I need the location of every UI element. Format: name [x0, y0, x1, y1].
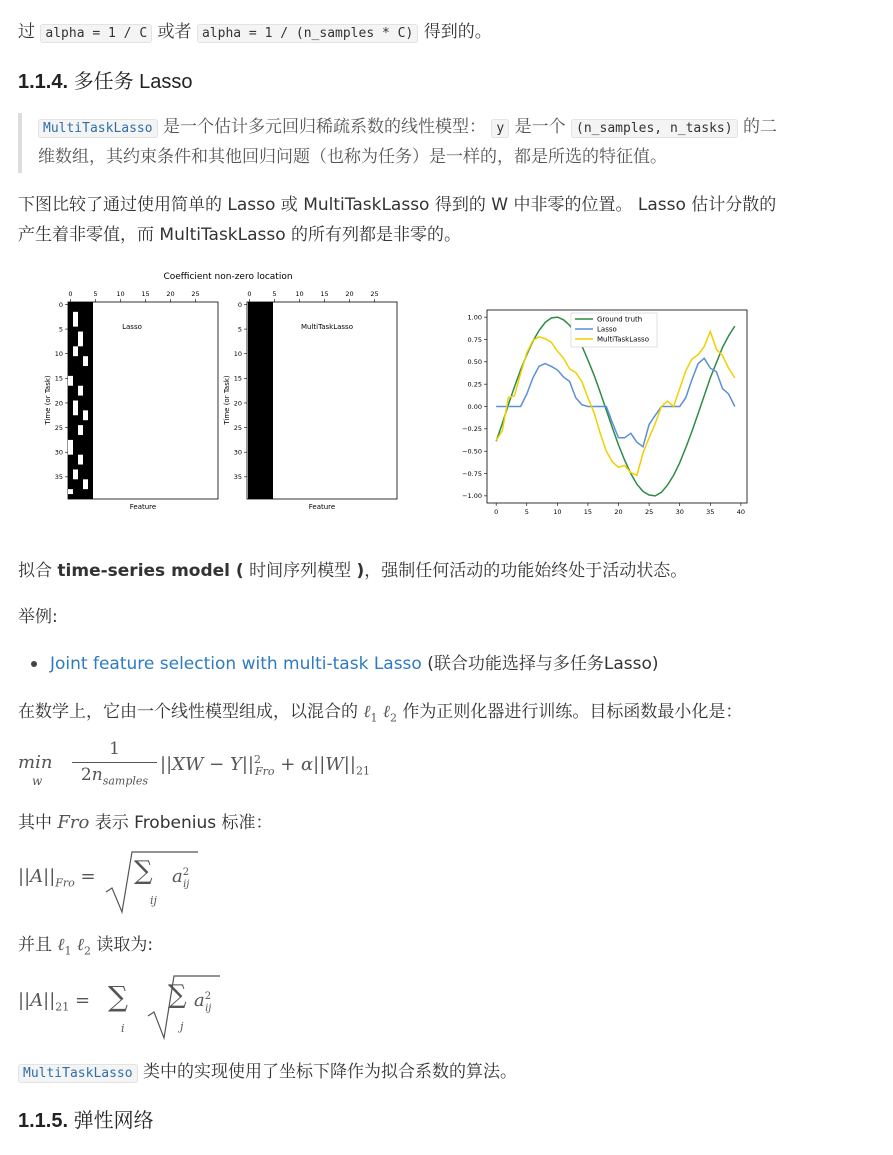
- line-x-tick-label: 0: [494, 508, 499, 516]
- line-y-tick-label: 1.00: [467, 313, 482, 322]
- x-tick-label: 20: [345, 290, 354, 298]
- y-tick-label: 5: [237, 325, 242, 334]
- section-number: 1.1.4.: [18, 71, 69, 93]
- l1l2-paragraph: [18, 931, 880, 965]
- x-tick-label: 15: [320, 290, 329, 298]
- quote-text-3: 的二: [737, 117, 777, 137]
- y-tick-label: 25: [54, 423, 63, 432]
- x-tick-label: 0: [247, 290, 252, 298]
- lasso-zero-cell: [83, 410, 88, 420]
- x-tick-label: 20: [166, 290, 175, 298]
- line-x-tick-label: 10: [553, 508, 562, 516]
- line-x-tick-label: 40: [736, 508, 746, 516]
- l1l2-text-1: 并且: [18, 935, 58, 955]
- fit-text-2: 时间序列模型: [243, 561, 357, 581]
- intro-paragraph: [18, 18, 880, 48]
- line-x-tick-label: 20: [614, 508, 623, 516]
- y-tick-label: 0: [58, 300, 63, 309]
- quote-line-1: [38, 113, 880, 143]
- implementation-paragraph: [18, 1058, 880, 1088]
- lasso-zero-cell: [68, 376, 73, 386]
- lasso-zero-cell: [78, 386, 83, 396]
- examples-label: 举例:: [18, 607, 58, 627]
- fro-text-2: 表示 Frobenius 标准：: [89, 813, 273, 833]
- y-tick-label: 20: [233, 399, 242, 408]
- math-intro-text-2: 作为正则化器进行训练。目标函数最小化是：: [396, 702, 743, 722]
- lasso-zero-cell: [68, 489, 73, 494]
- multitask-panel: [223, 290, 397, 511]
- lasso-panel-label: Lasso: [122, 323, 142, 331]
- line-legend: [571, 313, 657, 347]
- y-tick-label: 25: [233, 423, 242, 432]
- y-tick-label: 15: [54, 374, 63, 383]
- line-y-tick-label: 0.25: [467, 380, 482, 389]
- lasso-zero-cell: [73, 469, 78, 479]
- section-heading-1-1-5: [18, 1107, 880, 1135]
- multitasklasso-code-2[interactable]: MultiTaskLasso: [18, 1064, 138, 1083]
- line-x-tick-label: 15: [583, 508, 593, 516]
- lasso-panel: [44, 290, 218, 511]
- l1-l2-symbol-2: ℓ$_1$ ℓ$_2$: [57, 935, 91, 958]
- fit-bold-1: time-series model (: [57, 561, 244, 581]
- line-y-tick-label: −0.50: [462, 447, 482, 456]
- frobenius-paragraph: [18, 809, 880, 837]
- shape-code: (n_samples, n_tasks): [571, 119, 738, 138]
- lasso-zero-cell: [83, 479, 88, 489]
- formula-min-subscript: w: [32, 774, 43, 788]
- section-heading-1-1-4: [18, 68, 880, 96]
- example-list-item: [18, 650, 893, 678]
- l21-norm-lhs: $||A||_{21}$ =: [18, 990, 91, 1014]
- line-y-tick-label: 0.50: [467, 358, 482, 367]
- example-link[interactable]: Joint feature selection with multi-task Lasso: [50, 654, 422, 674]
- l1-l2-symbol: ℓ$_1$ ℓ$_2$: [363, 702, 397, 725]
- y-tick-label: 20: [54, 399, 63, 408]
- y-tick-label: 5: [58, 325, 63, 334]
- fraction-numerator: 1: [109, 739, 120, 759]
- multitasklasso-code[interactable]: MultiTaskLasso: [38, 119, 158, 138]
- line-x-tick-label: 35: [706, 508, 715, 516]
- line-y-tick-label: −0.75: [462, 469, 482, 478]
- legend-label-lasso: Lasso: [597, 325, 617, 334]
- x-tick-label: 5: [93, 290, 98, 298]
- math-intro-paragraph: [18, 698, 880, 732]
- x-tick-label: 15: [141, 290, 150, 298]
- sum-symbol: ∑: [134, 856, 153, 886]
- lasso-y-ticks: [55, 301, 68, 481]
- lasso-xlabel: Feature: [129, 503, 157, 511]
- x-tick-label: 10: [116, 290, 125, 298]
- lasso-zero-cell: [78, 455, 83, 465]
- section-title: 多任务 Lasso: [68, 71, 193, 93]
- line-y-tick-label: −1.00: [462, 492, 482, 501]
- multitask-nonzero-columns: [248, 302, 273, 499]
- lasso-zero-cell: [78, 332, 83, 347]
- y-tick-label: 35: [233, 473, 242, 482]
- lasso-zero-cell: [73, 312, 78, 327]
- l1l2-text-2: 读取为:: [90, 935, 154, 955]
- intro-text-3: 得到的。: [418, 22, 492, 42]
- sum-subscript-ij: ij: [150, 894, 157, 907]
- outer-sum-subscript-i: i: [121, 1022, 125, 1035]
- x-tick-label: 10: [295, 290, 304, 298]
- y-tick-label: 0: [237, 300, 242, 309]
- line-y-ticks: [462, 313, 487, 500]
- a-ij-squared: $a^2_{ij}$: [172, 866, 190, 890]
- a-ij-squared-2: $a^2_{ij}$: [194, 990, 212, 1014]
- intro-text-1: 过: [18, 22, 41, 42]
- fraction-denominator: $2n_{samples}$: [80, 765, 149, 788]
- l21-formula: [18, 972, 880, 1044]
- comparison-line-1: 下图比较了通过使用简单的 Lasso 或 MultiTaskLasso 得到的 W 中非零的位置。 Lasso 估计分散的: [18, 195, 777, 215]
- x-tick-label: 25: [370, 290, 379, 298]
- y-tick-label: 10: [54, 350, 63, 359]
- lasso-nonzero-block: [68, 302, 93, 499]
- y-tick-label: 15: [233, 374, 242, 383]
- example-note: (联合功能选择与多任务Lasso): [421, 654, 659, 674]
- formula-min: min: [18, 752, 53, 773]
- lasso-zero-cell: [68, 440, 73, 455]
- multitask-xlabel: Feature: [308, 503, 336, 511]
- implementation-text: 类中的实现使用了坐标下降作为拟合系数的算法。: [137, 1062, 517, 1082]
- y-code: y: [491, 119, 509, 138]
- lasso-zero-cell: [73, 346, 78, 356]
- section-title-2: 弹性网络: [68, 1110, 154, 1132]
- fit-text-1: 拟合: [18, 561, 58, 581]
- fit-paragraph: [18, 557, 880, 585]
- line-y-tick-label: 0.75: [467, 335, 482, 344]
- signal-line-chart: [462, 310, 747, 516]
- formula-body: $||XW - Y||^2_{Fro} + \alpha||W||_{21}$: [160, 753, 370, 778]
- line-x-tick-label: 5: [524, 508, 529, 516]
- lasso-x-ticks: [68, 290, 199, 302]
- line-x-tick-label: 25: [644, 508, 654, 516]
- fro-text-1: 其中: [18, 813, 58, 833]
- objective-formula: [18, 738, 880, 794]
- frobenius-formula: [18, 850, 880, 918]
- lasso-coefficient-cells: [68, 302, 93, 499]
- inner-sum-subscript-j: j: [180, 1020, 184, 1033]
- coefficient-figure: [0, 262, 893, 522]
- intro-text-2: 或者: [152, 22, 197, 42]
- fro-symbol: Fro: [57, 812, 90, 833]
- comparison-line-2: 产生着非零值，而 MultiTaskLasso 的所有列都是非零的。: [18, 225, 462, 245]
- lasso-ylabel: Time (or Task): [44, 375, 52, 425]
- x-tick-label: 5: [272, 290, 277, 298]
- line-x-tick-label: 30: [675, 508, 684, 516]
- multitask-ylabel: Time (or Task): [223, 375, 231, 425]
- line-y-tick-label: 0.00: [467, 402, 482, 411]
- lasso-zero-cell: [83, 356, 88, 366]
- line-x-ticks: [494, 503, 745, 516]
- x-tick-label: 25: [191, 290, 200, 298]
- multitask-x-ticks: [247, 290, 378, 302]
- fit-bold-2: ): [356, 561, 365, 581]
- definition-quote: [18, 113, 880, 173]
- quote-line-2: 维数组，其约束条件和其他回归问题（也称为任务）是一样的，都是所选的特征值。: [38, 147, 667, 167]
- outer-sum-symbol: ∑: [108, 980, 128, 1013]
- alpha-code-2: alpha = 1 / (n_samples * C): [197, 24, 418, 43]
- formula-fraction: [72, 738, 157, 793]
- math-intro-text-1: 在数学上，它由一个线性模型组成，以混合的: [18, 702, 364, 722]
- line-y-tick-label: −0.25: [462, 425, 482, 434]
- figure-suptitle: Coefficient non-zero location: [163, 272, 293, 282]
- inner-sum-symbol: ∑: [168, 980, 187, 1010]
- y-tick-label: 30: [233, 448, 242, 457]
- y-tick-label: 35: [54, 473, 63, 482]
- fit-text-3: ，强制任何活动的功能始终处于活动状态。: [364, 561, 688, 581]
- bullet-dot: [31, 661, 37, 667]
- fro-norm-lhs: $||A||_{Fro}$ =: [18, 866, 96, 890]
- alpha-code-1: alpha = 1 / C: [40, 24, 152, 43]
- y-tick-label: 10: [233, 350, 242, 359]
- x-tick-label: 0: [68, 290, 73, 298]
- quote-text-1: 是一个估计多元回归稀疏系数的线性模型：: [157, 117, 492, 137]
- lasso-zero-cell: [78, 425, 83, 435]
- legend-label-ground-truth: Ground truth: [597, 315, 643, 324]
- legend-label-multitasklasso: MultiTaskLasso: [597, 335, 649, 344]
- section-number-2: 1.1.5.: [18, 1110, 69, 1132]
- y-tick-label: 30: [54, 448, 63, 457]
- quote-text-2: 是一个: [509, 117, 572, 137]
- lasso-zero-cell: [73, 401, 78, 416]
- multitask-panel-label: MultiTaskLasso: [301, 323, 353, 331]
- multitask-y-ticks: [234, 301, 247, 481]
